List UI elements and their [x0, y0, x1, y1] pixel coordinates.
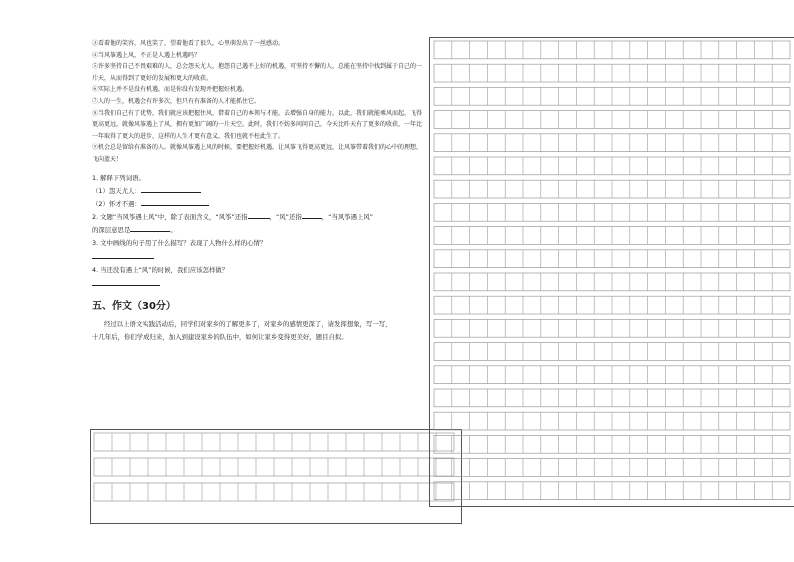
question-2: [92, 211, 426, 224]
writing-grid-right[interactable]: [429, 37, 794, 507]
writing-grid-bottom-left[interactable]: [90, 429, 462, 524]
section-5-heading: 五、作文（30分）: [92, 300, 176, 312]
question-2-part2: ，“风”还指: [269, 212, 302, 221]
question-4: 4. 当还没有遇上“风”的时候，我们应该怎样做？: [92, 265, 229, 274]
question-1b: [92, 198, 426, 211]
answer-blank-1b[interactable]: [141, 205, 209, 206]
passage-paragraph-9: ⑨机会总是留给有准备的人。就像风筝遇上风的时候，要把握好机遇，让风筝飞得更高更远，让风筝带着我们的心中的理想，飞向蓝天！: [92, 144, 423, 163]
passage-paragraph-3: ③看着他的笑容，风也笑了，望着他看了很久，心里萌发出了一丝感动。: [92, 40, 285, 47]
passage-paragraph-7: ⑦人的一生，机遇会有许多次，但只有有准备的人才能抓住它。: [92, 97, 261, 105]
question-1-stem: 1. 解释下列词语。: [92, 173, 145, 182]
answer-blank-1a[interactable]: [141, 192, 201, 193]
question-1b-label: （2）怀才不遇：: [92, 199, 141, 208]
essay-prompt-line-2: 十几年后，你们学成归来，加入到建设家乡的队伍中，如何让家乡变得更美好，题目自拟。: [92, 333, 348, 342]
answer-blank-2b[interactable]: [302, 218, 322, 219]
answer-blank-2a[interactable]: [248, 218, 270, 219]
passage-paragraph-4: ④当风筝遇上风，不正是人遇上机遇吗？: [92, 51, 201, 59]
essay-prompt-line-1: 经过以上语文实践活动后，同学们对家乡的了解更多了，对家乡的感情更深了，请发挥想象，写一写，: [104, 319, 392, 328]
question-1a-label: （1）怨天尤人：: [92, 186, 141, 195]
answer-line-3[interactable]: [92, 250, 426, 262]
question-2-part1: 2. 文题“当风筝遇上风”中，除了表面含义，“风筝”还指: [92, 212, 248, 221]
question-2-end: 。: [170, 225, 177, 234]
passage-paragraph-8: ⑧当我们自己有了优势，我们就应该把握住风，借着自己的本领与才能，去增强自身的能力。以此，我们就能乘风而起，飞得更高更远，就像风筝遇上了风，拥有更加广阔的一片天空。此时，我们不妨多问问自己，今天比昨天有了更多的收获，一年比一年取得了更大的进步，这样的人生才更有意义，我们也就不枉此生了。: [92, 109, 423, 140]
question-2-part3: ，“当风筝遇上风”: [321, 212, 374, 221]
passage-paragraph-6: ⑥实际上并不是没有机遇，而是你没有发现并把握好机遇。: [92, 86, 249, 94]
answer-blank-2c[interactable]: [130, 231, 170, 232]
question-2-line2-text: 的深层意思是: [92, 225, 131, 234]
answer-line-4[interactable]: [92, 277, 426, 289]
reading-passage: [92, 38, 426, 166]
question-2-line2: [92, 224, 426, 237]
passage-paragraph-5: ⑤许多坚持自己不畏艰难的人，总会怨天尤人，抱怨自己遇不上好的机遇，可坚持不懈的人，总能在坚持中找到属于自己的一片天，从而得到了更好的发展和更大的收获。: [92, 63, 423, 82]
question-3: 3. 文中画线的句子用了什么描写？表现了人物什么样的心情？: [92, 238, 267, 247]
reading-column: [92, 38, 426, 345]
question-1a: [92, 185, 426, 198]
